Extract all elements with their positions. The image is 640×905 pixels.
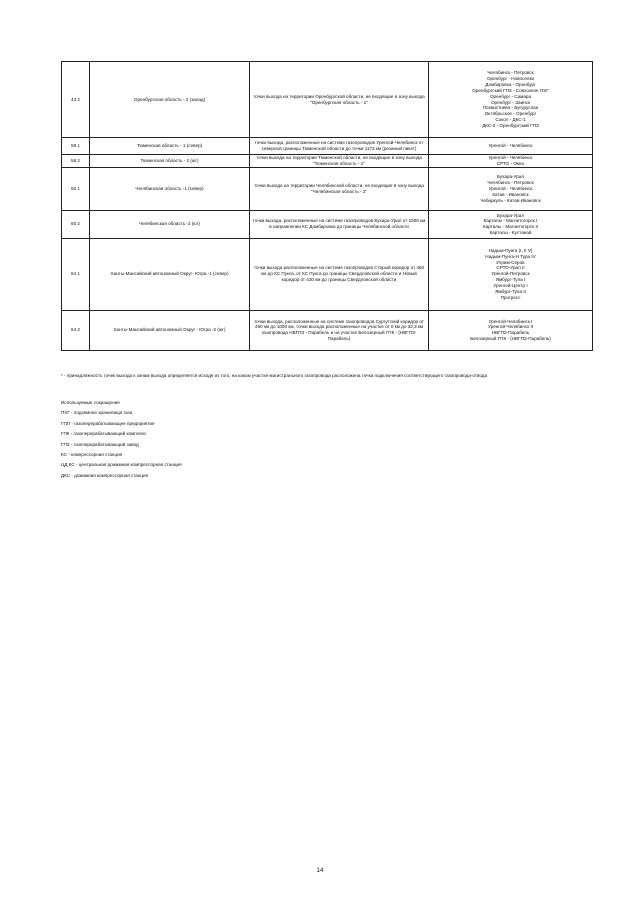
pipeline-directions-cell [429,238,593,310]
pipeline-direction: Оренбург - Заинск [490,99,531,105]
table-row [62,238,593,310]
table-row [62,155,593,168]
pipeline-directions-cell [429,167,593,210]
abbreviation-item: КС - компрессорная станция [61,451,123,457]
pipeline-direction: НВГПЗ-Парабель [491,330,530,336]
pipeline-direction: Челябинск - Петровск [487,179,534,185]
exit-zones-table [61,61,593,351]
zone-name-cell: Тюменская область - 2 (юг) [90,155,250,168]
zone-code-cell: 60 1 [62,167,90,210]
zone-description-cell [250,210,429,238]
zone-name-cell: Челябинская область -1 (север) [90,167,250,210]
pipeline-directions-cell [429,138,593,155]
pipeline-direction: Оренбургский ГПЗ - Совхозное ПХГ [472,87,549,93]
pipeline-direction: Карталы - Магнитогорск II [483,224,538,230]
abbreviation-item: ЦД КС - центральная дожимная компрессорная станция [61,462,182,468]
abbreviations-title: Используемые сокращения [61,400,120,405]
pipeline-direction: Уренгой - Челябинск [488,155,533,160]
pipeline-direction: Надым-Пунга-Н Тура IV [485,253,536,259]
abbreviation-item: ГПП - газоперерабатывающее предприятие [61,420,155,426]
zone-description-cell [250,167,429,210]
zone-description-text: точки выхода, расположенные на системе газопроводов Сургутский коридор от 490 км до 1000 км, точки выхода расположенные на участке от 0 км до 32,3 км газопровода НВГПЗ - Парабель и на участке Белозерный ГПК - (НВГПЗ-Парабель) [254,318,424,342]
zone-name-cell: Оренбургская область - 2 (запад) [90,62,250,138]
table-row [62,210,593,238]
zone-name-cell: Челябинская область -2 (юг) [90,210,250,238]
abbreviation-item: ГПК - газоперерабатывающий комплекс [61,431,147,437]
zone-description-cell [250,238,429,310]
pipeline-direction: СРТО - Омск [496,160,525,166]
pipeline-direction: Белозерный ГПК - (НВГПЗ-Парабель) [470,336,551,342]
pipeline-direction: Октябрьское - Оренбург [484,111,537,117]
pipeline-direction: Похвистнево - Бугуруслан [482,105,539,111]
pipeline-direction: Ямбург-Тула II [495,289,526,295]
pipeline-direction: СРТО-Урал II [496,265,525,271]
pipeline-direction: Карталы - Кустанай [489,230,532,236]
zone-code-cell: 60 2 [62,210,90,238]
zone-name-cell: Ханты-Мансийский автономный Округ- Югра -1 (север) [90,238,250,310]
zone-name-cell: Ханты-Мансийский автономный Округ - Югра -2 (юг) [90,310,250,350]
page-number: 14 [316,868,324,874]
pipeline-directions-cell [429,155,593,168]
table-row [62,167,593,210]
pipeline-direction: Игрим-Серов [496,259,525,265]
pipeline-direction: Бухара-Урал [496,212,525,218]
pipeline-direction: Надым-Пунга (I, II V) [488,247,533,253]
pipeline-directions-cell [429,62,593,138]
pipeline-direction: Уренгой-Петровск [491,271,530,277]
table-row [62,310,593,350]
table-row [62,138,593,155]
pipeline-directions-cell [429,210,593,238]
pipeline-direction: Уренгой-Челябинск II [487,324,534,330]
zone-code-cell: 58 2 [62,155,90,168]
zone-description-text: точки выхода расположенные на системе газопроводов Старый коридор от 460 км до КС Пунга, от КС Пунга до границы Свердловской области и Новый коридор от 430 км до границы Свердловской области [253,265,425,283]
zone-description-cell [250,310,429,350]
zone-description-cell [250,155,429,168]
table-row [62,62,593,138]
pipeline-direction: Уренгой - Челябинск [488,185,533,191]
zone-description-text: точки выхода на территории Челябинской области, не входящие в зону выхода "Челябинская область - 2" [254,182,424,194]
pipeline-direction: Оренбург - Новоселки [486,75,535,81]
abbreviation-item: ДКС - дожимная компрессорная станция [61,472,149,478]
footnote: * - принадлежность точек выхода к зонам выхода определяется исходя из того, на каком участке магистрального газопровода расположена точка подключения соответствующего газопровода-отвода [61,373,488,378]
pipeline-direction: Сокол - ДКС-1 [495,117,526,123]
pipeline-directions-cell [429,310,593,350]
pipeline-direction: Уренгой - Челябинск [488,143,533,149]
zone-description-cell [250,138,429,155]
pipeline-direction: Уренгой-Центр I [493,283,528,289]
pipeline-direction: Оренбург - Самара [489,93,532,99]
zone-description-text: точки выхода на территории Оренбургской области, не входящие в зону выхода "Оренбургская область - 1" [253,93,425,105]
zone-description-text: точки выхода, расположенные на системе газопроводов Бухара-Урал от 1900 км в направлении КС Домбаровка до границы Челябинской области [252,218,426,230]
zone-code-cell: 64 1 [62,238,90,310]
abbreviations-list [61,398,361,481]
pipeline-direction: Бухара-Урал [496,174,525,180]
pipeline-direction: Чебаркуль - Катав-Ивановск [480,197,541,203]
pipeline-direction: Карталы - Магнитогорск I [483,218,538,224]
abbreviation-item: ПХГ - подземное хранилище газа [61,410,133,416]
pipeline-direction: ДКС-2 - Оренбургский ГПЗ [482,123,539,129]
zone-description-cell [250,62,429,138]
zone-code-cell: 64 2 [62,310,90,350]
zone-code-cell: 58 1 [62,138,90,155]
pipeline-direction: Домбаровка - Оренбург [485,81,536,87]
pipeline-direction: Прогресс [500,295,521,301]
pipeline-direction: Челябинск - Петровск [487,69,534,75]
pipeline-direction: Катав - Ивановск [492,191,529,197]
pipeline-direction: Ямбург-Тула I [495,277,526,283]
abbreviation-item: ГПЗ - газоперерабатывающий завод [61,441,139,447]
zone-code-cell: 43 2 [62,62,90,138]
zone-description-text: точки выхода, расположенные на системе газопроводов Уренгой-Челябинск от северной границы Тюменской области до точки 1173 км (резаный пикет) [254,140,424,151]
zone-description-text: точки выхода на территории Тюменской области, не входящие в зону выхода "Тюменская область - 1" [256,155,422,166]
pipeline-direction: Уренгой-Челябинск I [488,318,533,324]
zone-name-cell: Тюменская область - 1 (север) [90,138,250,155]
